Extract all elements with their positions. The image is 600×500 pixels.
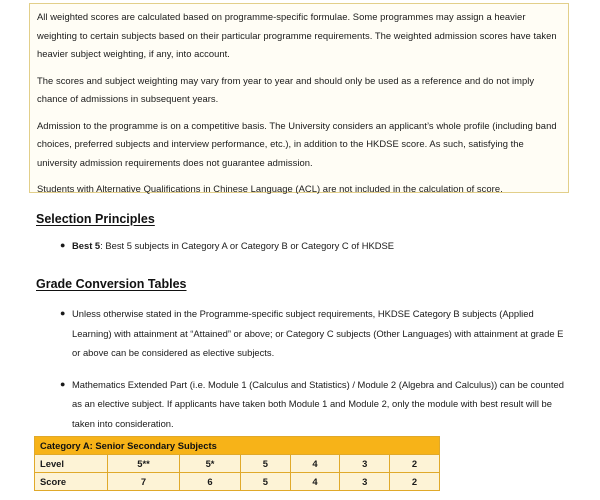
table-cell-level: 5* xyxy=(180,455,241,473)
table-header-row xyxy=(35,437,440,455)
row-label-score: Score xyxy=(35,473,108,491)
table-cell-score: 7 xyxy=(108,473,180,491)
table-cell-score: 3 xyxy=(340,473,390,491)
table-cell-score: 2 xyxy=(390,473,440,491)
selection-principles-list xyxy=(60,236,570,256)
row-label-level: Level xyxy=(35,455,108,473)
mathematics-extended-note: Mathematics Extended Part (i.e. Module 1 (Calculus and Statistics) / Module 2 (Algebra and Calculus)) can be counted as an elective subject. If applicants have taken both Module 1 and Module 2, only the module with best result will be taken into consideration. xyxy=(72,378,564,429)
table-cell-level: 3 xyxy=(340,455,390,473)
table-row-level xyxy=(35,455,440,473)
table-cell-level: 5 xyxy=(240,455,290,473)
note-competitive-basis: Admission to the programme is on a competitive basis. The University considers an applicant’s whole profile (including band choices, preferred subjects and interview performance, etc.), in addition to the HKDSE score. As such, satisfying the university admission requirements does not guarantee admission. xyxy=(37,119,557,168)
best-5-label: Best 5 xyxy=(72,240,101,251)
grade-conversion-heading: Grade Conversion Tables xyxy=(36,277,187,291)
table-title: Category A: Senior Secondary Subjects xyxy=(35,437,440,455)
note-weighted-scores: All weighted scores are calculated based on programme-specific formulae. Some programmes may assign a heavier weighting to certain subjects based on their particular programme requirements. The weighted admission scores have taken heavier subject weighting, if any, into account. xyxy=(37,11,557,59)
bullet-icon: ● xyxy=(60,240,66,250)
admission-notes-box xyxy=(29,3,569,193)
table-cell-level: 2 xyxy=(390,455,440,473)
selection-principles-heading: Selection Principles xyxy=(36,212,155,226)
category-a-conversion-table xyxy=(34,436,440,491)
table-row-score xyxy=(35,473,440,491)
bullet-icon: ● xyxy=(60,308,66,318)
list-item xyxy=(60,304,570,363)
best-5-description: : Best 5 subjects in Category A or Category B or Category C of HKDSE xyxy=(100,240,395,251)
table-cell-level: 5** xyxy=(108,455,180,473)
grade-conversion-list xyxy=(60,304,570,445)
table-cell-score: 4 xyxy=(290,473,340,491)
bullet-icon: ● xyxy=(60,378,66,389)
list-item xyxy=(60,236,570,256)
table-cell-score: 5 xyxy=(240,473,290,491)
note-year-variation: The scores and subject weighting may vary from year to year and should only be used as a reference and do not imply chance of admissions in subsequent years. xyxy=(37,74,535,104)
table-cell-score: 6 xyxy=(180,473,241,491)
list-item xyxy=(60,375,570,434)
note-acl-exclusion: Students with Alternative Qualifications in Chinese Language (ACL) are not included in the calculation of score. xyxy=(37,183,503,194)
elective-subjects-note: Unless otherwise stated in the Programme-specific subject requirements, HKDSE Category B subjects (Applied Learning) with attainment at “Attained” or above; or Category C subjects (Other Languages) with attainment at grade E or above can be considered as elective subjects. xyxy=(72,308,564,358)
table-cell-level: 4 xyxy=(290,455,340,473)
